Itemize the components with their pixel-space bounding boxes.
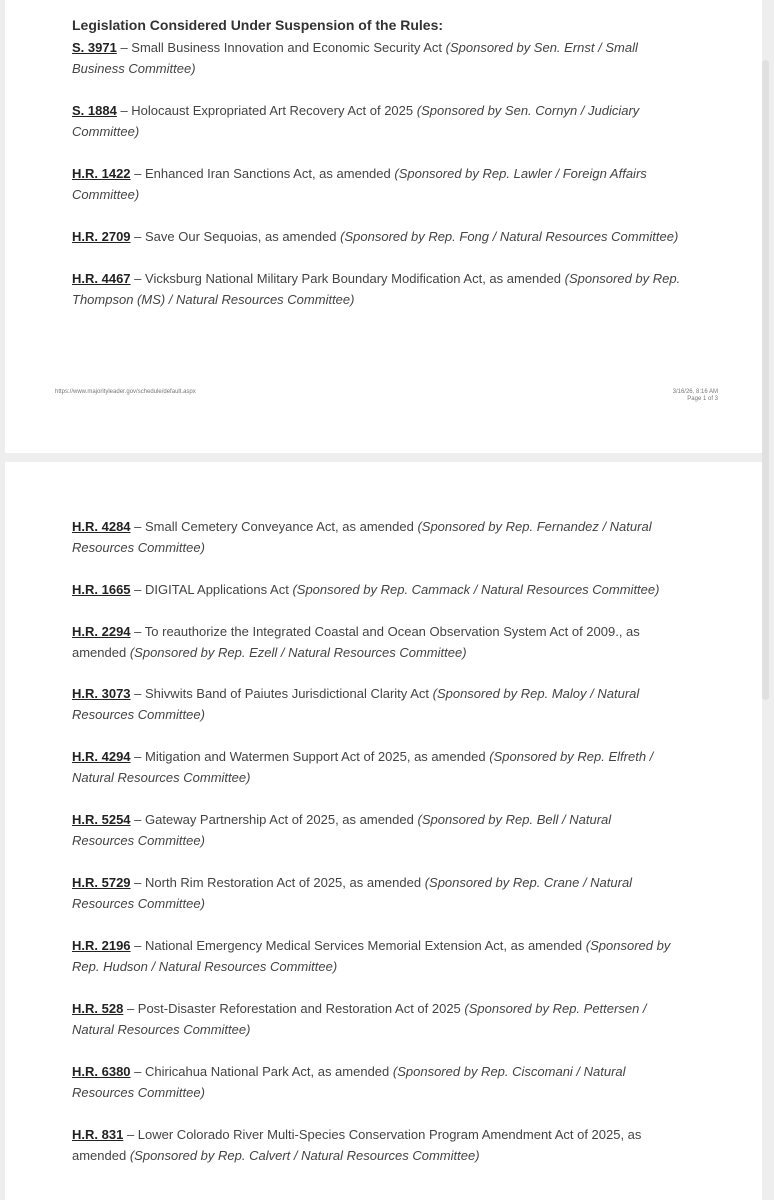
list-item: H.R. 4467 – Vicksburg National Military Park Boundary Modification Act, as amended (Sponsored by Rep. Thompson (MS) / Natural Resources Committee) bbox=[72, 271, 681, 307]
footer-datetime bbox=[673, 389, 718, 403]
bill-link[interactable]: H.R. 1665 bbox=[72, 582, 131, 597]
list-item: H.R. 528 – Post-Disaster Reforestation and Restoration Act of 2025 (Sponsored by Rep. Pettersen / Natural Resources Committee) bbox=[72, 1001, 647, 1037]
list-item: H.R. 1665 – DIGITAL Applications Act (Sponsored by Rep. Cammack / Natural Resources Committee) bbox=[72, 582, 660, 597]
list-item: H.R. 4284 – Small Cemetery Conveyance Act, as amended (Sponsored by Rep. Fernandez / Natural Resources Committee) bbox=[72, 519, 652, 555]
bill-link[interactable]: H.R. 4467 bbox=[72, 271, 131, 286]
list-item: H.R. 2196 – National Emergency Medical Services Memorial Extension Act, as amended (Sponsored by Rep. Hudson / Natural Resources Committee) bbox=[72, 938, 671, 974]
list-item: H.R. 5729 – North Rim Restoration Act of 2025, as amended (Sponsored by Rep. Crane / Natural Resources Committee) bbox=[72, 875, 633, 911]
document-page-1 bbox=[5, 0, 762, 453]
bill-title: DIGITAL Applications Act bbox=[145, 582, 289, 597]
bill-sponsor: (Sponsored by Rep. Crane / Natural Resources Committee) bbox=[72, 875, 633, 911]
bill-sponsor: (Sponsored by Sen. Cornyn / Judiciary Committee) bbox=[72, 103, 640, 139]
bill-title: Shivwits Band of Paiutes Jurisdictional Clarity Act bbox=[145, 686, 429, 701]
bill-title: National Emergency Medical Services Memorial Extension Act, as amended bbox=[145, 938, 583, 953]
section-heading: Legislation Considered Under Suspension of the Rules: bbox=[72, 17, 444, 33]
bill-sponsor: (Sponsored by Rep. Thompson (MS) / Natural Resources Committee) bbox=[72, 271, 681, 307]
list-item: H.R. 2709 – Save Our Sequoias, as amended (Sponsored by Rep. Fong / Natural Resources Committee) bbox=[72, 229, 679, 244]
bill-sponsor: (Sponsored by Rep. Ciscomani / Natural Resources Committee) bbox=[72, 1064, 626, 1100]
bill-link[interactable]: H.R. 3073 bbox=[72, 686, 131, 701]
document-page-2 bbox=[5, 462, 762, 1200]
bill-sponsor: (Sponsored by Rep. Cammack / Natural Resources Committee) bbox=[292, 582, 660, 597]
bill-title: Mitigation and Watermen Support Act of 2025, as amended bbox=[145, 749, 486, 764]
bill-link[interactable]: H.R. 528 bbox=[72, 1001, 124, 1016]
bill-title: Post-Disaster Reforestation and Restoration Act of 2025 bbox=[137, 1001, 461, 1016]
list-item: S. 1884 – Holocaust Expropriated Art Recovery Act of 2025 (Sponsored by Sen. Cornyn / Judiciary Committee) bbox=[72, 103, 640, 139]
bill-sponsor: (Sponsored by Rep. Ezell / Natural Resources Committee) bbox=[129, 645, 467, 660]
bill-link[interactable]: H.R. 6380 bbox=[72, 1064, 131, 1079]
bill-sponsor: (Sponsored by Rep. Pettersen / Natural Resources Committee) bbox=[72, 1001, 647, 1037]
bill-title: Save Our Sequoias, as amended bbox=[145, 229, 337, 244]
bill-link[interactable]: H.R. 831 bbox=[72, 1127, 124, 1142]
list-item: H.R. 4294 – Mitigation and Watermen Support Act of 2025, as amended (Sponsored by Rep. Elfreth / Natural Resources Committee) bbox=[72, 749, 654, 785]
bill-sponsor: (Sponsored by Rep. Fernandez / Natural Resources Committee) bbox=[72, 519, 652, 555]
list-item: H.R. 6380 – Chiricahua National Park Act, as amended (Sponsored by Rep. Ciscomani / Natural Resources Committee) bbox=[72, 1064, 626, 1100]
bill-title: Gateway Partnership Act of 2025, as amended bbox=[145, 812, 414, 827]
bill-sponsor: (Sponsored by Rep. Fong / Natural Resources Committee) bbox=[340, 229, 679, 244]
bill-sponsor: (Sponsored by Rep. Lawler / Foreign Affairs Committee) bbox=[72, 166, 647, 202]
list-item: H.R. 5254 – Gateway Partnership Act of 2025, as amended (Sponsored by Rep. Bell / Natural Resources Committee) bbox=[72, 812, 612, 848]
bill-title: Chiricahua National Park Act, as amended bbox=[145, 1064, 390, 1079]
bill-sponsor: (Sponsored by Rep. Elfreth / Natural Resources Committee) bbox=[72, 749, 654, 785]
list-item: H.R. 831 – Lower Colorado River Multi-Species Conservation Program Amendment Act of 2025, as amended (Sponsored by Rep. Calvert / Natural Resources Committee) bbox=[72, 1127, 642, 1163]
bill-title: Small Business Innovation and Economic Security Act bbox=[131, 40, 443, 55]
bill-link[interactable]: S. 3971 bbox=[72, 40, 117, 55]
bill-title: Holocaust Expropriated Art Recovery Act of 2025 bbox=[131, 103, 414, 118]
footer-page-number: Page 1 of 3 bbox=[687, 396, 718, 402]
bill-sponsor: (Sponsored by Rep. Hudson / Natural Resources Committee) bbox=[72, 938, 671, 974]
bill-title: Vicksburg National Military Park Boundary Modification Act, as amended bbox=[145, 271, 561, 286]
bill-link[interactable]: H.R. 2294 bbox=[72, 624, 131, 639]
footer-date: 3/16/26, 8:16 AM bbox=[672, 389, 718, 395]
bill-link[interactable]: H.R. 2709 bbox=[72, 229, 131, 244]
bill-title: North Rim Restoration Act of 2025, as amended bbox=[145, 875, 422, 890]
bill-link[interactable]: H.R. 4294 bbox=[72, 749, 131, 764]
bill-link[interactable]: H.R. 1422 bbox=[72, 166, 131, 181]
bill-sponsor: (Sponsored by Sen. Ernst / Small Business Committee) bbox=[72, 40, 638, 76]
bill-title: Small Cemetery Conveyance Act, as amended bbox=[145, 519, 414, 534]
bill-title: To reauthorize the Integrated Coastal and Ocean Observation System Act of 2009., as amended bbox=[72, 624, 640, 660]
bill-link[interactable]: H.R. 5729 bbox=[72, 875, 131, 890]
list-item: H.R. 2294 – To reauthorize the Integrated Coastal and Ocean Observation System Act of 2009., as amended (Sponsored by Rep. Ezell / Natural Resources Committee) bbox=[72, 624, 640, 660]
bill-sponsor: (Sponsored by Rep. Bell / Natural Resources Committee) bbox=[72, 812, 612, 848]
bill-sponsor: (Sponsored by Rep. Calvert / Natural Resources Committee) bbox=[129, 1148, 480, 1163]
list-item: H.R. 1422 – Enhanced Iran Sanctions Act, as amended (Sponsored by Rep. Lawler / Foreign Affairs Committee) bbox=[72, 166, 647, 202]
list-item: S. 3971 – Small Business Innovation and Economic Security Act (Sponsored by Sen. Ernst / Small Business Committee) bbox=[72, 40, 638, 76]
bill-link[interactable]: H.R. 2196 bbox=[72, 938, 131, 953]
bill-sponsor: (Sponsored by Rep. Maloy / Natural Resources Committee) bbox=[72, 686, 640, 722]
bill-title: Enhanced Iran Sanctions Act, as amended bbox=[145, 166, 391, 181]
bill-link[interactable]: S. 1884 bbox=[72, 103, 117, 118]
footer-url: https://www.majorityleader.gov/schedule/default.aspx bbox=[55, 389, 196, 395]
bill-title: Lower Colorado River Multi-Species Conservation Program Amendment Act of 2025, as amended bbox=[72, 1127, 642, 1163]
scrollbar[interactable] bbox=[762, 60, 769, 700]
bill-link[interactable]: H.R. 5254 bbox=[72, 812, 131, 827]
list-item: H.R. 3073 – Shivwits Band of Paiutes Jurisdictional Clarity Act (Sponsored by Rep. Maloy / Natural Resources Committee) bbox=[72, 686, 640, 722]
bill-link[interactable]: H.R. 4284 bbox=[72, 519, 131, 534]
